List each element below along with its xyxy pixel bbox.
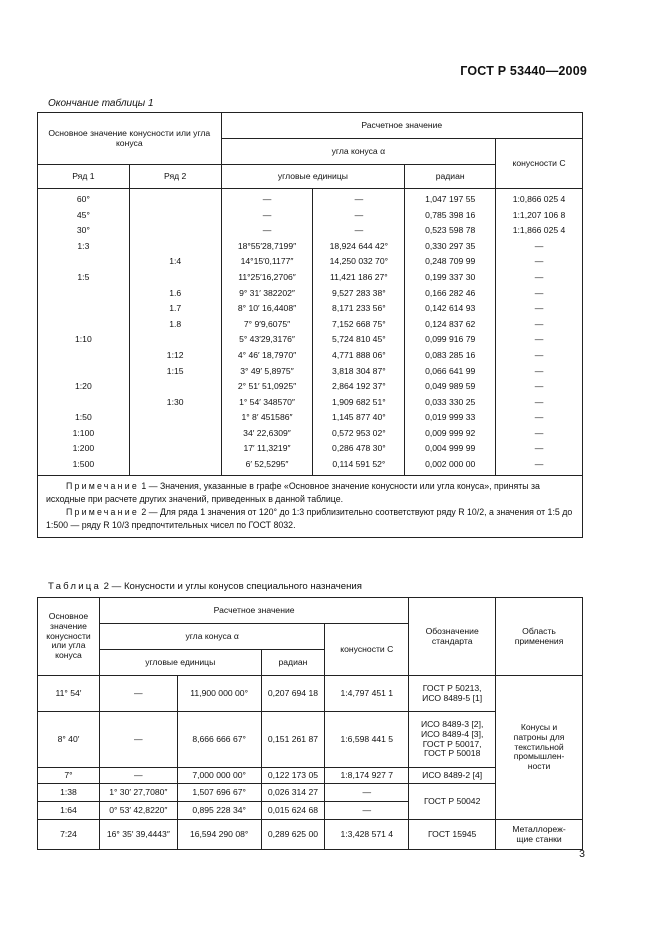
row1-cell: 60° — [38, 189, 130, 208]
angle-degrees-cell: 4,771 888 06° — [313, 348, 405, 364]
angular-units-header: угловые единицы — [221, 165, 405, 189]
application-cell — [496, 676, 583, 820]
application-line: ности — [527, 760, 551, 771]
taper-cell: 1:1,207 106 8 — [496, 208, 583, 224]
taper-cell: — — [496, 286, 583, 302]
radian-cell: 0,033 330 25 — [405, 395, 496, 411]
row1-cell — [38, 254, 130, 270]
angle-degrees-cell: 0,286 478 30° — [313, 442, 405, 458]
row1-cell — [38, 301, 130, 317]
taper-cell: — — [496, 270, 583, 286]
angle-degrees-cell: — — [313, 223, 405, 239]
table-row — [38, 676, 583, 712]
taper-cell: 1:6,598 441 5 — [325, 712, 409, 768]
note-1 — [46, 480, 574, 506]
radian-cell: 0,002 000 00 — [405, 457, 496, 475]
application-line: промышлен- — [513, 751, 565, 762]
angle-dms-cell: — — [99, 768, 177, 784]
angle-degrees-cell: — — [313, 189, 405, 208]
taper-cell: — — [496, 301, 583, 317]
angle-degrees-cell: 1,507 696 67° — [177, 784, 261, 802]
standard-line: ИСО 8489-4 [3], — [420, 728, 484, 739]
standard-line: ИСО 8489-2 [4] — [422, 769, 483, 780]
t2-application-header: Область применения — [496, 598, 583, 676]
angle-degrees-cell: 9,527 283 38° — [313, 286, 405, 302]
row2-header: Ряд 2 — [129, 165, 221, 189]
table-row — [38, 426, 583, 442]
radian-cell: 0,151 261 87 — [261, 712, 325, 768]
row1-cell: 1:3 — [38, 239, 130, 255]
table-2-caption-label: Таблица — [48, 581, 102, 592]
table-row — [38, 410, 583, 426]
angle-degrees-cell: 0,895 228 34° — [177, 802, 261, 820]
angle-dms-cell: 11°25′16,2706″ — [221, 270, 313, 286]
radian-cell: 0,009 999 92 — [405, 426, 496, 442]
table-2-caption-text: 2 — Конусности и углы конусов специального назначения — [101, 581, 362, 592]
table-row — [38, 332, 583, 348]
radian-cell: 1,047 197 55 — [405, 189, 496, 208]
radian-cell: 0,049 989 59 — [405, 379, 496, 395]
table-2-caption — [48, 581, 362, 592]
application-line: патроны для — [513, 732, 565, 743]
table-row — [38, 223, 583, 239]
angle-dms-cell: 6′ 52,5295″ — [221, 457, 313, 475]
row2-cell: 1:4 — [129, 254, 221, 270]
note-1-label: Примечание — [66, 480, 139, 491]
standard-cell: ГОСТ Р 50042 — [409, 784, 496, 820]
note-2-label: Примечание — [66, 507, 139, 518]
basic-value-header: Основное значение конусности или угла конуса — [38, 113, 222, 165]
radian-cell: 0,122 173 05 — [261, 768, 325, 784]
row2-cell — [129, 457, 221, 475]
t2-standard-header: Обозначение стандарта — [409, 598, 496, 676]
angle-degrees-cell: 7,000 000 00° — [177, 768, 261, 784]
taper-cell: — — [496, 457, 583, 475]
taper-cell: — — [325, 784, 409, 802]
t2-taper-header: конусности C — [325, 624, 409, 676]
taper-cell: — — [496, 317, 583, 333]
page-number: 3 — [579, 848, 585, 860]
standard-cell — [409, 820, 496, 850]
t2-basic-header: Основное значение конусности или угла конуса — [38, 598, 100, 676]
taper-cell: — — [496, 364, 583, 380]
row2-cell — [129, 442, 221, 458]
row2-cell: 1:12 — [129, 348, 221, 364]
table-row — [38, 301, 583, 317]
angle-dms-cell: 14°15′0,1177″ — [221, 254, 313, 270]
angle-degrees-cell: 7,152 668 75° — [313, 317, 405, 333]
cone-angle-header: угла конуса α — [221, 139, 496, 165]
row2-cell: 1.6 — [129, 286, 221, 302]
angle-degrees-cell: 5,724 810 45° — [313, 332, 405, 348]
row2-cell — [129, 426, 221, 442]
note-1-text: 1 — Значения, указанные в графе «Основное значение конусности или угла конуса», приняты за исходные при расчете других значений, приведенных в данной таблице. — [46, 480, 540, 504]
row2-cell: 1.7 — [129, 301, 221, 317]
angle-degrees-cell: 2,864 192 37° — [313, 379, 405, 395]
taper-cell: 1:1,866 025 4 — [496, 223, 583, 239]
basic-value-cell: 7:24 — [38, 820, 100, 850]
angle-degrees-cell: 1,145 877 40° — [313, 410, 405, 426]
basic-value-cell: 1:64 — [38, 802, 100, 820]
row1-cell — [38, 317, 130, 333]
taper-header: конусности C — [496, 139, 583, 189]
table-row — [38, 317, 583, 333]
table-2 — [37, 597, 583, 850]
angle-degrees-cell: 0,572 953 02° — [313, 426, 405, 442]
application-line: щие станки — [516, 833, 562, 844]
taper-cell: — — [496, 442, 583, 458]
table-row — [38, 457, 583, 475]
taper-cell: — — [496, 239, 583, 255]
row1-cell: 1:5 — [38, 270, 130, 286]
row2-cell: 1.8 — [129, 317, 221, 333]
angle-dms-cell: — — [99, 712, 177, 768]
application-line: Металлореж- — [512, 823, 566, 834]
angle-dms-cell: 0° 53′ 42,8220″ — [99, 802, 177, 820]
angle-degrees-cell: 11,421 186 27° — [313, 270, 405, 286]
table-row — [38, 189, 583, 208]
radian-cell: 0,004 999 99 — [405, 442, 496, 458]
row1-cell: 1:50 — [38, 410, 130, 426]
row1-cell — [38, 395, 130, 411]
table-row — [38, 820, 583, 850]
table-1-notes — [38, 475, 583, 538]
standard-line: ГОСТ 15945 — [428, 828, 477, 839]
angle-dms-cell: — — [221, 189, 313, 208]
table-row — [38, 348, 583, 364]
t2-angle-header: угла конуса α — [99, 624, 324, 650]
row1-cell: 1:100 — [38, 426, 130, 442]
angle-dms-cell: 9° 31′ 382202″ — [221, 286, 313, 302]
radian-cell: 0,019 999 33 — [405, 410, 496, 426]
radian-header: радиан — [405, 165, 496, 189]
table-1 — [37, 112, 583, 538]
angle-dms-cell: 1° 30′ 27,7080″ — [99, 784, 177, 802]
angle-dms-cell: — — [221, 223, 313, 239]
radian-cell: 0,026 314 27 — [261, 784, 325, 802]
row2-cell — [129, 189, 221, 208]
angle-dms-cell: 2° 51′ 51,0925″ — [221, 379, 313, 395]
table-row — [38, 379, 583, 395]
row2-cell — [129, 270, 221, 286]
basic-value-cell: 7° — [38, 768, 100, 784]
radian-cell: 0,207 694 18 — [261, 676, 325, 712]
radian-cell: 0,785 398 16 — [405, 208, 496, 224]
row2-cell — [129, 410, 221, 426]
row2-cell — [129, 332, 221, 348]
application-cell — [496, 820, 583, 850]
standard-cell — [409, 712, 496, 768]
table-row — [38, 254, 583, 270]
radian-cell: 0,289 625 00 — [261, 820, 325, 850]
standard-line: ГОСТ Р 50018 — [423, 748, 481, 759]
table-row — [38, 208, 583, 224]
taper-cell: — — [496, 254, 583, 270]
taper-cell: — — [496, 332, 583, 348]
radian-cell: 0,124 837 62 — [405, 317, 496, 333]
row2-cell — [129, 379, 221, 395]
angle-degrees-cell: 3,818 304 87° — [313, 364, 405, 380]
radian-cell: 0,199 337 30 — [405, 270, 496, 286]
angle-dms-cell: — — [221, 208, 313, 224]
taper-cell: — — [496, 410, 583, 426]
t2-calculated-header: Расчетное значение — [99, 598, 408, 624]
row2-cell — [129, 208, 221, 224]
standard-line: ГОСТ Р 50213, — [422, 682, 482, 693]
row1-cell: 1:20 — [38, 379, 130, 395]
standard-line: ИСО 8489-3 [2], — [420, 719, 484, 730]
row1-cell: 1:500 — [38, 457, 130, 475]
taper-cell: 1:0,866 025 4 — [496, 189, 583, 208]
angle-degrees-cell: 8,171 233 56° — [313, 301, 405, 317]
angle-dms-cell: 16° 35′ 39,4443″ — [99, 820, 177, 850]
note-2 — [46, 506, 574, 532]
angle-degrees-cell: 16,594 290 08° — [177, 820, 261, 850]
angle-dms-cell: 34′ 22,6309″ — [221, 426, 313, 442]
table-row — [38, 364, 583, 380]
angle-dms-cell: — — [99, 676, 177, 712]
basic-value-cell: 1:38 — [38, 784, 100, 802]
basic-value-cell: 8° 40′ — [38, 712, 100, 768]
t2-radian-header: радиан — [261, 650, 325, 676]
row2-cell — [129, 223, 221, 239]
row1-cell — [38, 348, 130, 364]
application-line: Конусы и — [520, 722, 558, 733]
standard-cell — [409, 768, 496, 784]
angle-dms-cell: 1° 54′ 348570″ — [221, 395, 313, 411]
row1-cell: 45° — [38, 208, 130, 224]
angle-degrees-cell: 0,114 591 52° — [313, 457, 405, 475]
radian-cell: 0,523 598 78 — [405, 223, 496, 239]
t2-angular-units-header: угловые единицы — [99, 650, 261, 676]
taper-cell: — — [325, 802, 409, 820]
angle-dms-cell: 17′ 11,3219″ — [221, 442, 313, 458]
standard-cell — [409, 676, 496, 712]
row1-cell — [38, 286, 130, 302]
taper-cell: — — [496, 348, 583, 364]
angle-degrees-cell: 14,250 032 70° — [313, 254, 405, 270]
radian-cell: 0,099 916 79 — [405, 332, 496, 348]
angle-degrees-cell: 11,900 000 00° — [177, 676, 261, 712]
angle-dms-cell: 8° 10′ 16,4408″ — [221, 301, 313, 317]
radian-cell: 0,166 282 46 — [405, 286, 496, 302]
taper-cell: 1:4,797 451 1 — [325, 676, 409, 712]
table-row — [38, 442, 583, 458]
row1-cell: 30° — [38, 223, 130, 239]
radian-cell: 0,142 614 93 — [405, 301, 496, 317]
table-row — [38, 395, 583, 411]
angle-dms-cell: 3° 49′ 5,8975″ — [221, 364, 313, 380]
taper-cell: — — [496, 395, 583, 411]
row2-cell: 1:15 — [129, 364, 221, 380]
angle-dms-cell: 1° 8′ 451586″ — [221, 410, 313, 426]
row2-cell — [129, 239, 221, 255]
row1-cell: 1:10 — [38, 332, 130, 348]
radian-cell: 0,015 624 68 — [261, 802, 325, 820]
calculated-value-header: Расчетное значение — [221, 113, 582, 139]
taper-cell: 1:8,174 927 7 — [325, 768, 409, 784]
angle-dms-cell: 18°55′28,7199″ — [221, 239, 313, 255]
document-number: ГОСТ Р 53440—2009 — [460, 64, 587, 78]
angle-dms-cell: 5° 43′29,3176″ — [221, 332, 313, 348]
radian-cell: 0,066 641 99 — [405, 364, 496, 380]
table-row — [38, 286, 583, 302]
angle-degrees-cell: 18,924 644 42° — [313, 239, 405, 255]
row1-cell: 1:200 — [38, 442, 130, 458]
standard-line: ИСО 8489-5 [1] — [422, 692, 483, 703]
angle-degrees-cell: 8,666 666 67° — [177, 712, 261, 768]
radian-cell: 0,083 285 16 — [405, 348, 496, 364]
row1-header: Ряд 1 — [38, 165, 130, 189]
note-2-text: 2 — Для ряда 1 значения от 120° до 1:3 приблизительно соответствуют ряду R 10/2, а значения от 1:5 до 1:500 — ряду R 10/3 предпочтительных чисел по ГОСТ 8032. — [46, 507, 573, 531]
taper-cell: — — [496, 426, 583, 442]
taper-cell: — — [496, 379, 583, 395]
angle-dms-cell: 4° 46′ 18,7970″ — [221, 348, 313, 364]
application-line: текстильной — [514, 741, 564, 752]
table-row — [38, 270, 583, 286]
angle-dms-cell: 7° 9′9,6075″ — [221, 317, 313, 333]
standard-line: ГОСТ Р 50017, — [422, 738, 482, 749]
row1-cell — [38, 364, 130, 380]
radian-cell: 0,248 709 99 — [405, 254, 496, 270]
table-row — [38, 239, 583, 255]
radian-cell: 0,330 297 35 — [405, 239, 496, 255]
angle-degrees-cell: — — [313, 208, 405, 224]
table-1-continuation-caption: Окончание таблицы 1 — [48, 98, 154, 109]
taper-cell: 1:3,428 571 4 — [325, 820, 409, 850]
row2-cell: 1:30 — [129, 395, 221, 411]
basic-value-cell: 11° 54′ — [38, 676, 100, 712]
angle-degrees-cell: 1,909 682 51° — [313, 395, 405, 411]
